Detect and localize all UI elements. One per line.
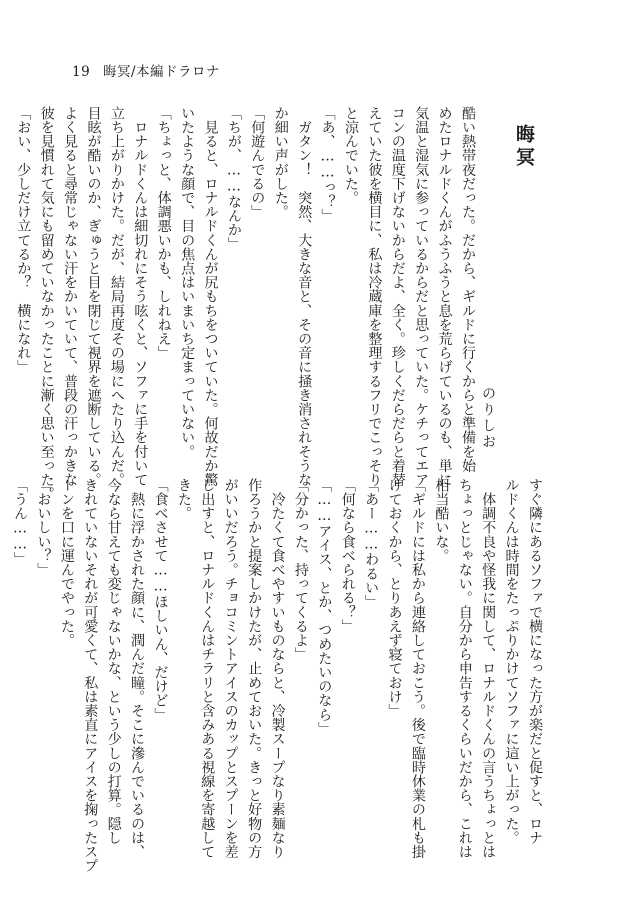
text-line: 相当酷いな。 [433,478,450,563]
text-line: 気温と湿気に参っているからだと思っていた。ケチってエア [413,106,430,487]
text-line: 冷たくて食べやすいものならと、冷製スープなり素麺なり [269,478,286,859]
text-line: 「……アイス、とか、つめたいのなら」 [316,478,333,736]
story-author: のりしお [480,386,496,451]
text-line: コンの温度下げないからだよ、全く。珍しくだらだらと着替 [389,106,406,487]
text-line: けておくから、とりあえず寝ておけ」 [386,478,403,718]
text-line: 「おい、少しだけ立てるか？ 横になれ」 [15,106,32,374]
running-title: 晦冥/本編ドラロナ [102,64,221,80]
text-line: し出すと、ロナルドくんはチラリと含みある視線を寄越して [199,478,216,859]
text-line: 体調不良や怪我に関して、ロナルドくんの言うちょっとは [480,478,497,859]
text-line: 「ちょっと、体調悪いかも、しれねえ」 [155,106,172,360]
text-line: 立ち上がりかけた。だが、結局再度その場にへたり込んだ。 [108,106,125,487]
text-line: めたロナルドくんがふうふうと息を荒らげているのも、単に [436,106,453,487]
text-line: 「何遊んでるの」 [249,106,266,219]
text-line: よく見ると尋常じゃない汗をかいていて、普段の汗っかきな [62,106,79,487]
text-line: すぐ隣にあるソファで横になった方が楽だと促すと、ロナ [527,478,543,845]
text-line: 酷い熱帯夜だった。だから、ギルドに行くからと準備を始 [460,106,476,473]
text-line: 「何なら食べられる？」 [339,478,356,634]
text-line: 目眩が酷いのか、ぎゅうと目を閉じて視界を遮断している。 [85,106,102,487]
text-line: ガタン！ 突然、大きな音と、その音に掻き消されそうな [296,106,313,487]
text-line: と涼んでいた。 [342,106,359,205]
story-title: 晦冥 [513,124,535,170]
running-header [72,60,220,80]
text-line: えていた彼を横目に、私は冷蔵庫を整理するフリでこっそり [366,106,383,487]
text-line: ーンを口に運んでやった。 [58,478,75,648]
text-line: 「食べさせて……ほしいん、だけど」 [152,478,169,722]
text-line: 作ろうかと提案しかけたが、止めておいた。きっと好物の方 [246,478,263,859]
text-line: 彼を見慣れて気にも留めていなかったことに漸く思い至った。 [38,106,55,501]
text-line: 見ると、ロナルドくんが尻もちをついていた。何故だか驚 [202,106,219,487]
text-line: 「おいしい？」 [35,478,52,577]
text-line: 「あー……わるい」 [363,478,380,609]
text-line: いたような顔で、目の焦点はいまいち定まっていない。 [179,106,196,459]
page-number: 19 [72,64,91,80]
text-line: きれていないそれが可愛くて、私は素直にアイスを掬ったスプ [82,478,99,873]
text-line: ロナルドくんは細切れにそう呟くと、ソファに手を付いて [132,106,149,487]
text-line: 「ギルドには私から連絡しておこう。後で臨時休業の札も掛 [409,478,426,859]
text-line: 「あ、……っ？」 [319,106,336,223]
text-line: 今なら甘えても変じゃないかな、という少しの打算。隠し [105,478,122,845]
lower-text-block [12,478,546,873]
text-line: ちょっとじゃない。自分から申告するくらいだから、これは [456,478,473,859]
text-line: がいいだろう。チョコミントアイスのカップとスプーンを差 [222,478,239,859]
text-line: ルドくんは時間をたっぷりかけてソファに這い上がった。 [503,478,520,845]
text-line: 「分かった、持ってくるよ」 [292,478,309,662]
text-line: か細い声がした。 [272,106,289,219]
text-line: きた。 [175,478,192,521]
text-line: 「ちが、……なんか」 [225,106,242,251]
text-line: 「うん……」 [12,478,29,567]
text-line: 熱に浮かされた顔に、潤んだ瞳。そこに滲んでいるのは、 [129,478,146,859]
